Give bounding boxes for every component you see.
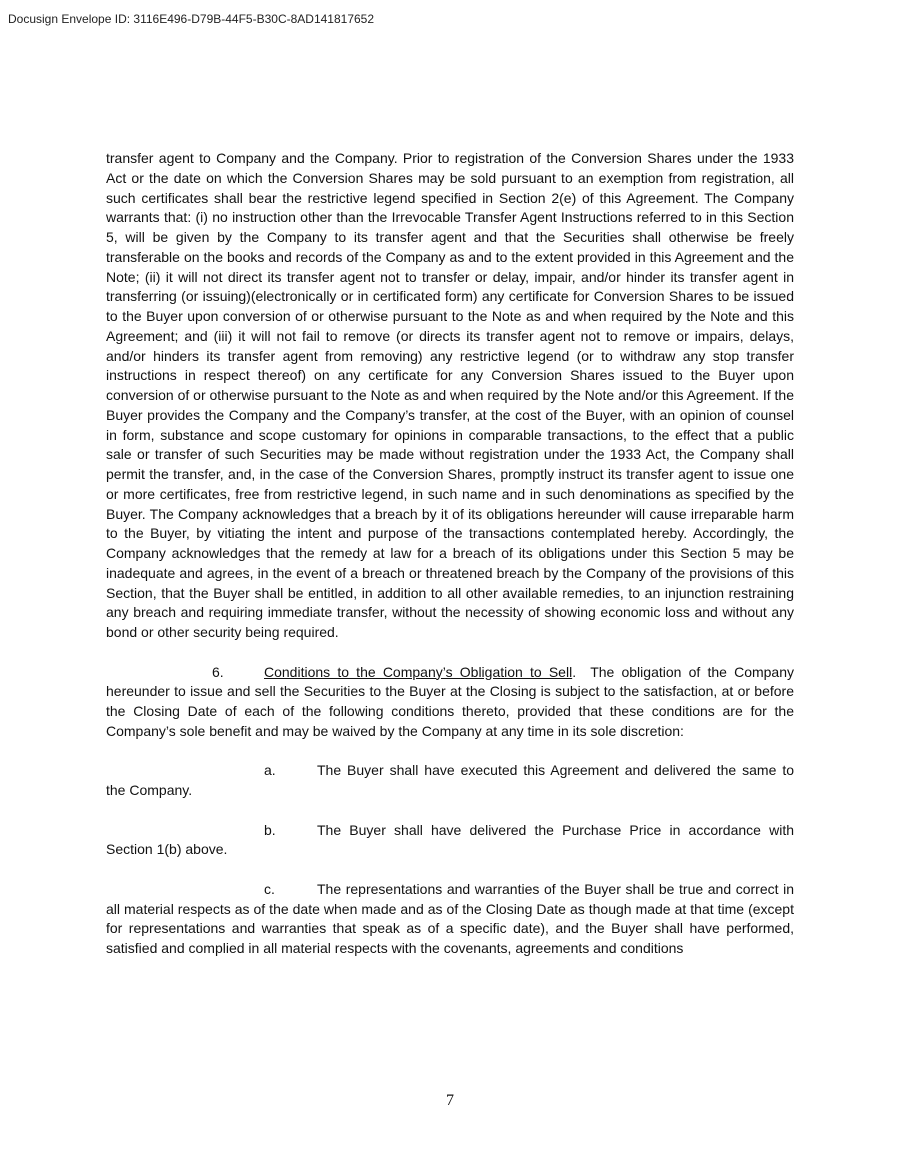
condition-c-text: The representations and warranties of the Buyer shall be true and correct in all material respects as of the date when made and as of the Closing Date as though made at that time (except for representations and warranties that speak as of a specific date), and the Buyer shall have performed, satisfied and complied in all material respects with the covenants, agreements and conditions	[106, 880, 794, 956]
paragraph-gap	[106, 742, 794, 762]
condition-a-letter: a.	[264, 762, 276, 779]
document-body	[106, 149, 794, 959]
condition-c-letter: c.	[264, 880, 275, 897]
section-6-text: The obligation of the Company hereunder to issue and sell the Securities to the Buyer at the Closing is subject to the satisfaction, at or before the Closing Date of each of the following conditions thereto, provided that these conditions are for the Company’s sole benefit and may be waived by the Company at any time in its sole discretion:	[106, 663, 795, 739]
section-6-title-period: .	[572, 663, 577, 680]
condition-a-paragraph	[106, 761, 794, 801]
section-6-title: Conditions to the Company’s Obligation to Sell	[264, 663, 573, 680]
paragraph-gap	[106, 860, 794, 880]
section-6-paragraph	[106, 663, 794, 742]
section-5-continuation-paragraph: transfer agent to Company and the Company. Prior to registration of the Conversion Shares under the 1933 Act or the date on which the Conversion Shares may be sold pursuant to an exemption from registration, all such certificates shall bear the restrictive legend specified in Section 2(e) of this Agreement. The Company warrants that: (i) no instruction other than the Irrevocable Transfer Agent Instructions referred to in this Section 5, will be given by the Company to its transfer agent and that the Securities shall otherwise be freely transferable on the books and records of the Company as and to the extent provided in this Agreement and the Note; (ii) it will not direct its transfer agent not to transfer or delay, impair, and/or hinder its transfer agent in transferring (or issuing)(electronically or in certificated form) any certificate for Conversion Shares to be issued to the Buyer upon conversion of or otherwise pursuant to the Note as and when required by the Note and this Agreement; and (iii) it will not fail to remove (or directs its transfer agent not to remove or impairs, delays, and/or hinders its transfer agent from removing) any restrictive legend (or to withdraw any stop transfer instructions in respect thereof) on any certificate for any Conversion Shares issued to the Buyer upon conversion of or otherwise pursuant to the Note as and when required by the Note and/or this Agreement. If the Buyer provides the Company and the Company’s transfer, at the cost of the Buyer, with an opinion of counsel in form, substance and scope customary for opinions in comparable transactions, to the effect that a public sale or transfer of such Securities may be made without registration under the 1933 Act, the Company shall permit the transfer, and, in the case of the Conversion Shares, promptly instruct its transfer agent to issue one or more certificates, free from restrictive legend, in such name and in such denominations as specified by the Buyer. The Company acknowledges that a breach by it of its obligations hereunder will cause irreparable harm to the Buyer, by vitiating the intent and purpose of the transactions contemplated hereby. Accordingly, the Company acknowledges that the remedy at law for a breach of its obligations under this Section 5 may be inadequate and agrees, in the event of a breach or threatened breach by the Company of the provisions of this Section, that the Buyer shall be entitled, in addition to all other available remedies, to an injunction restraining any breach and requiring immediate transfer, without the necessity of showing economic loss and without any bond or other security being required.	[106, 150, 794, 640]
paragraph-gap	[106, 801, 794, 821]
paragraph-gap	[106, 643, 794, 663]
section-6-number: 6.	[212, 663, 224, 680]
condition-c-paragraph	[106, 880, 794, 959]
page-number: 7	[446, 1092, 454, 1109]
condition-b-letter: b.	[264, 821, 276, 838]
condition-a-text: The Buyer shall have executed this Agreement and delivered the same to the Company.	[106, 762, 794, 798]
condition-b-paragraph	[106, 821, 794, 861]
envelope-id: Docusign Envelope ID: 3116E496-D79B-44F5-B30C-8AD141817652	[8, 12, 375, 26]
condition-b-text: The Buyer shall have delivered the Purchase Price in accordance with Section 1(b) above.	[106, 821, 794, 858]
